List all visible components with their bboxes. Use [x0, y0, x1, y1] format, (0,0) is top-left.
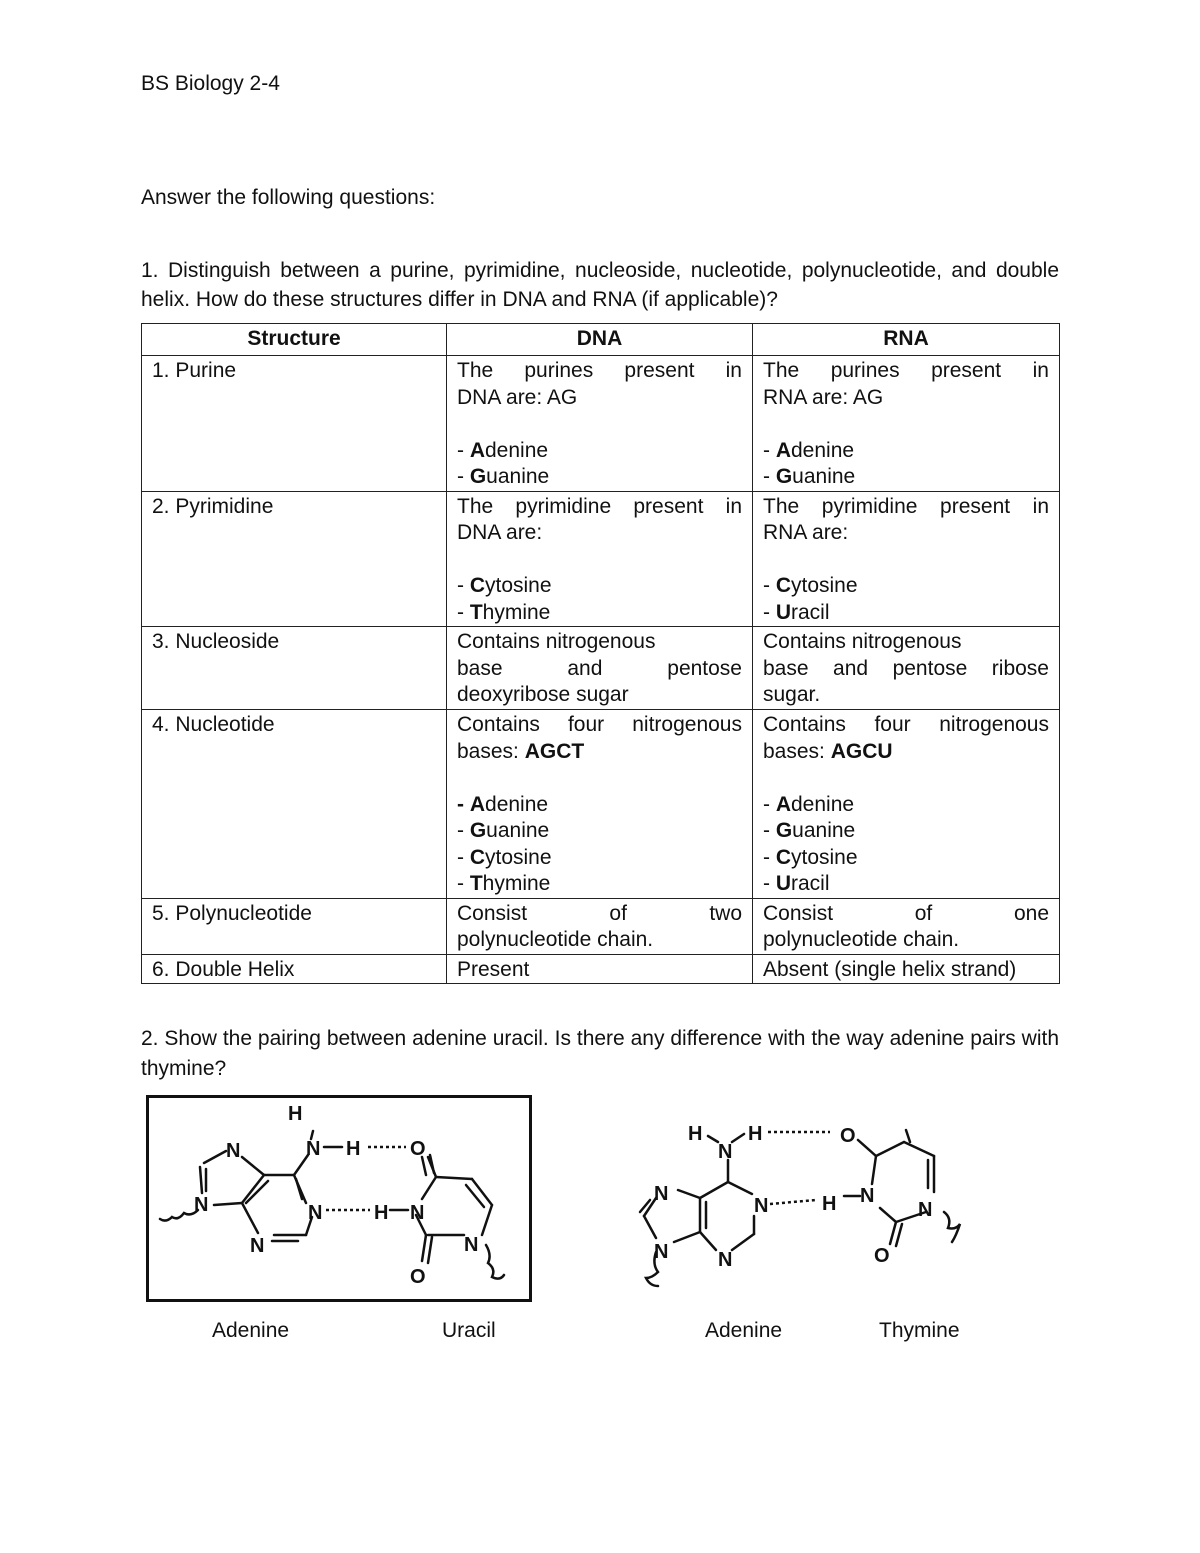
rna-cell: [753, 898, 1060, 954]
cell-text: Contains four nitrogenous: [457, 713, 742, 736]
dna-cell: [447, 627, 753, 710]
table-row: [142, 898, 1060, 954]
rna-cell: Absent (single helix strand): [753, 954, 1060, 984]
base-item: - Guanine: [457, 465, 550, 488]
base-item: - Thymine: [457, 600, 551, 624]
base-item: - Cytosine: [457, 574, 552, 597]
question-1: 1. Distinguish between a purine, pyrimidine, nucleoside, nucleotide, polynucleotide, and double helix. How do these structures differ in DNA and RNA (if applicable)?: [141, 259, 1059, 311]
atom-label: O: [874, 1245, 890, 1267]
atom-label: N: [226, 1140, 241, 1162]
atom-label: H: [748, 1123, 763, 1145]
cell-text: base and pentose: [457, 656, 742, 680]
base-item: - Cytosine: [457, 845, 552, 869]
base-item: - Adenine: [457, 792, 549, 816]
dna-cell: [447, 898, 753, 954]
caption-uracil: Uracil: [442, 1319, 496, 1342]
row-label: 3. Nucleoside: [142, 627, 447, 710]
row-label: 1. Purine: [142, 356, 447, 492]
rna-cell: [753, 491, 1060, 627]
base-item: - Uracil: [763, 872, 830, 895]
instructions: Answer the following questions:: [141, 186, 436, 209]
caption-adenine-1: Adenine: [212, 1319, 290, 1342]
table-row: [142, 627, 1060, 710]
atom-label: N: [410, 1202, 425, 1224]
atom-label: N: [718, 1141, 733, 1163]
base-item: - Cytosine: [763, 574, 858, 597]
atom-label: N: [860, 1185, 875, 1207]
row-label: 6. Double Helix: [142, 954, 447, 984]
cell-text: polynucleotide chain.: [457, 928, 654, 951]
atom-label: H: [688, 1123, 703, 1145]
atom-label: O: [410, 1266, 426, 1288]
cell-text: RNA are:: [763, 521, 849, 544]
cell-text: The pyrimidine present in: [457, 494, 742, 518]
rna-cell: [753, 627, 1060, 710]
dna-cell: [447, 491, 753, 627]
base-item: - Cytosine: [763, 845, 858, 869]
cell-text: Contains nitrogenous: [763, 630, 962, 653]
atom-label: N: [754, 1195, 769, 1217]
dna-cell: Present: [447, 954, 753, 984]
col-header-dna: DNA: [447, 324, 753, 356]
caption-adenine-2: Adenine: [705, 1319, 783, 1342]
cell-text: Consist of two: [457, 901, 742, 925]
cell-text: The purines present in: [763, 359, 1049, 382]
adenine-thymine-diagram: [628, 1112, 974, 1292]
atom-label: N: [194, 1194, 209, 1216]
atom-label: O: [840, 1125, 856, 1147]
atom-label: H: [346, 1138, 361, 1160]
col-header-structure: Structure: [142, 324, 447, 356]
document-header: BS Biology 2-4: [141, 72, 280, 95]
row-label: 4. Nucleotide: [142, 710, 447, 899]
atom-label: N: [718, 1249, 733, 1271]
cell-text: Consist of one: [763, 901, 1049, 925]
cell-text: polynucleotide chain.: [763, 928, 960, 951]
atom-label: H: [288, 1103, 303, 1125]
atom-label: O: [410, 1138, 426, 1160]
table-row: [142, 356, 1060, 492]
table-header-row: [142, 324, 1060, 356]
base-item: - Guanine: [763, 465, 856, 488]
col-header-rna: RNA: [753, 324, 1060, 356]
table-row: [142, 710, 1060, 899]
base-item: - Adenine: [457, 438, 549, 462]
atom-label: H: [822, 1193, 837, 1215]
rna-cell: [753, 356, 1060, 492]
adenine-uracil-diagram: [146, 1095, 532, 1302]
base-item: - Thymine: [457, 872, 551, 895]
cell-text: DNA are:: [457, 521, 543, 544]
dna-cell: [447, 710, 753, 899]
cell-text: The purines present in: [457, 359, 742, 382]
base-item: - Adenine: [763, 438, 855, 462]
cell-text: deoxyribose sugar: [457, 683, 629, 706]
base-item: - Guanine: [457, 819, 550, 842]
atom-label: N: [250, 1235, 265, 1257]
cell-text: Contains nitrogenous: [457, 630, 656, 653]
cell-text: bases: AGCT: [457, 739, 585, 763]
base-item: - Adenine: [763, 792, 855, 816]
atom-label: N: [306, 1138, 321, 1160]
rna-cell: [753, 710, 1060, 899]
cell-text: base and pentose ribose: [763, 656, 1049, 680]
cell-text: RNA are: AG: [763, 385, 884, 409]
table-row: [142, 491, 1060, 627]
row-label: 2. Pyrimidine: [142, 491, 447, 627]
atom-label: H: [374, 1202, 389, 1224]
table-row: [142, 954, 1060, 984]
cell-text: The pyrimidine present in: [763, 494, 1049, 518]
question-2: 2. Show the pairing between adenine uracil. Is there any difference with the way adenine pairs with thymine?: [141, 1027, 1059, 1080]
atom-label: N: [918, 1199, 933, 1221]
comparison-table: [141, 323, 1060, 984]
atom-label: N: [654, 1241, 669, 1263]
caption-thymine: Thymine: [879, 1319, 960, 1342]
cell-text: sugar.: [763, 683, 821, 706]
row-label: 5. Polynucleotide: [142, 898, 447, 954]
atom-label: N: [308, 1202, 323, 1224]
base-item: - Uracil: [763, 600, 830, 624]
base-item: - Guanine: [763, 819, 856, 842]
cell-text: DNA are: AG: [457, 385, 578, 409]
dna-cell: [447, 356, 753, 492]
cell-text: bases: AGCU: [763, 739, 893, 763]
atom-label: N: [464, 1234, 479, 1256]
cell-text: Contains four nitrogenous: [763, 713, 1049, 736]
atom-label: N: [654, 1183, 669, 1205]
